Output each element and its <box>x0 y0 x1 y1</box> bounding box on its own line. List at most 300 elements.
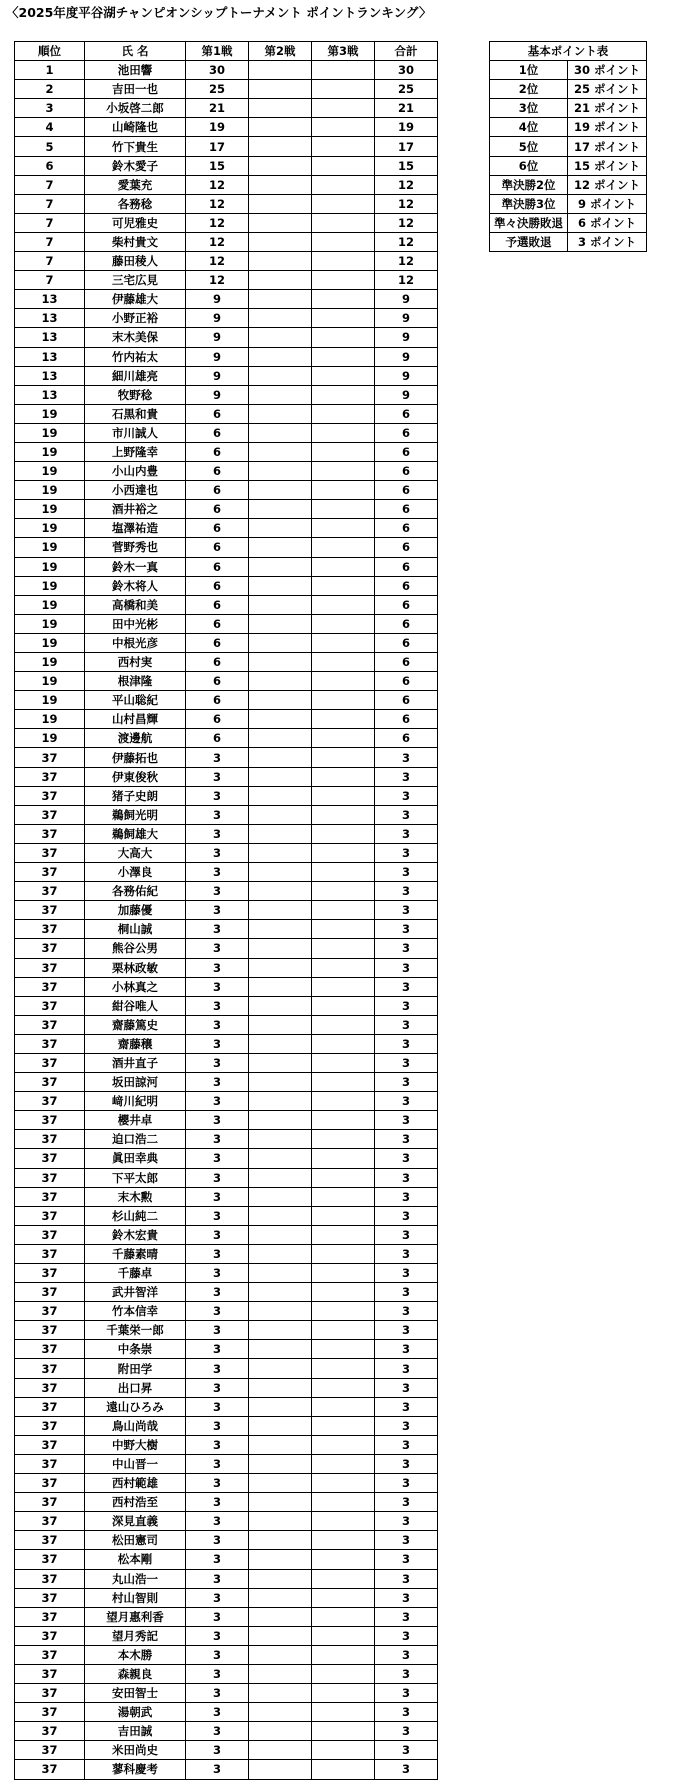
round-2-cell <box>249 977 312 996</box>
table-row <box>15 1626 438 1645</box>
name-cell: 小野正裕 <box>85 309 186 328</box>
total-cell: 3 <box>375 1073 438 1092</box>
rank-cell: 13 <box>15 290 85 309</box>
total-cell: 3 <box>375 1474 438 1493</box>
table-row <box>15 1283 438 1302</box>
total-cell: 6 <box>375 614 438 633</box>
round-1-cell: 3 <box>186 1416 249 1435</box>
total-cell: 6 <box>375 423 438 442</box>
round-2-cell <box>249 863 312 882</box>
round-3-cell <box>312 175 375 194</box>
rank-cell: 13 <box>15 328 85 347</box>
round-3-cell <box>312 939 375 958</box>
round-3-cell <box>312 1493 375 1512</box>
round-1-cell: 3 <box>186 1588 249 1607</box>
rank-cell: 37 <box>15 920 85 939</box>
rank-cell: 37 <box>15 939 85 958</box>
points-cell: 12 ポイント <box>568 175 647 194</box>
round-1-cell: 3 <box>186 920 249 939</box>
round-2-cell <box>249 748 312 767</box>
header-round-1: 第1戦 <box>186 42 249 61</box>
table-row <box>15 614 438 633</box>
round-3-cell <box>312 423 375 442</box>
total-cell: 3 <box>375 1225 438 1244</box>
round-3-cell <box>312 557 375 576</box>
name-cell: 各務稔 <box>85 194 186 213</box>
header-rank: 順位 <box>15 42 85 61</box>
rank-cell: 19 <box>15 423 85 442</box>
table-row <box>15 691 438 710</box>
round-2-cell <box>249 61 312 80</box>
round-1-cell: 6 <box>186 481 249 500</box>
round-1-cell: 12 <box>186 232 249 251</box>
name-cell: 安田智士 <box>85 1684 186 1703</box>
name-cell: 三宅広見 <box>85 271 186 290</box>
round-3-cell <box>312 99 375 118</box>
total-cell: 3 <box>375 1283 438 1302</box>
table-row <box>15 1015 438 1034</box>
round-1-cell: 9 <box>186 290 249 309</box>
name-cell: 各務佑紀 <box>85 882 186 901</box>
table-row <box>15 194 438 213</box>
round-1-cell: 6 <box>186 423 249 442</box>
table-row <box>15 939 438 958</box>
round-3-cell <box>312 366 375 385</box>
rank-cell: 13 <box>15 309 85 328</box>
rank-cell: 37 <box>15 977 85 996</box>
name-cell: 出口昇 <box>85 1378 186 1397</box>
round-2-cell <box>249 328 312 347</box>
rank-cell: 37 <box>15 1149 85 1168</box>
name-cell: 酒井直子 <box>85 1053 186 1072</box>
round-3-cell <box>312 1206 375 1225</box>
round-2-cell <box>249 1664 312 1683</box>
points-table-header: 基本ポイント表 <box>490 42 647 61</box>
ranking-body <box>15 61 438 1779</box>
name-cell: 千葉栄一郎 <box>85 1321 186 1340</box>
table-row <box>15 576 438 595</box>
round-2-cell <box>249 118 312 137</box>
round-1-cell: 25 <box>186 80 249 99</box>
round-2-cell <box>249 882 312 901</box>
round-3-cell <box>312 271 375 290</box>
round-2-cell <box>249 1722 312 1741</box>
round-3-cell <box>312 1034 375 1053</box>
round-3-cell <box>312 1130 375 1149</box>
name-cell: 竹下貴生 <box>85 137 186 156</box>
table-row <box>15 653 438 672</box>
rank-cell: 37 <box>15 1168 85 1187</box>
name-cell: 牧野稔 <box>85 385 186 404</box>
rank-cell: 37 <box>15 1474 85 1493</box>
round-1-cell: 3 <box>186 786 249 805</box>
round-2-cell <box>249 1206 312 1225</box>
round-1-cell: 19 <box>186 118 249 137</box>
table-row <box>15 1092 438 1111</box>
round-1-cell: 3 <box>186 1626 249 1645</box>
total-cell: 3 <box>375 1588 438 1607</box>
total-cell: 6 <box>375 633 438 652</box>
name-cell: 鳥山尚哉 <box>85 1416 186 1435</box>
name-cell: 丸山浩一 <box>85 1569 186 1588</box>
total-cell: 12 <box>375 252 438 271</box>
table-row <box>15 1703 438 1722</box>
table-row <box>15 672 438 691</box>
round-3-cell <box>312 1474 375 1493</box>
placement-cell: 準決勝2位 <box>490 175 568 194</box>
rank-cell: 37 <box>15 1435 85 1454</box>
points-cell: 15 ポイント <box>568 156 647 175</box>
name-cell: 石黒和貴 <box>85 404 186 423</box>
total-cell: 3 <box>375 1645 438 1664</box>
round-1-cell: 3 <box>186 1645 249 1664</box>
name-cell: 西村実 <box>85 653 186 672</box>
rank-cell: 37 <box>15 1359 85 1378</box>
points-row <box>490 156 647 175</box>
rank-cell: 37 <box>15 1703 85 1722</box>
round-2-cell <box>249 404 312 423</box>
round-1-cell: 3 <box>186 977 249 996</box>
rank-cell: 19 <box>15 729 85 748</box>
total-cell: 19 <box>375 118 438 137</box>
total-cell: 3 <box>375 1493 438 1512</box>
total-cell: 21 <box>375 99 438 118</box>
round-2-cell <box>249 1454 312 1473</box>
name-cell: 市川誠人 <box>85 423 186 442</box>
name-cell: 千藤卓 <box>85 1264 186 1283</box>
table-row <box>15 404 438 423</box>
total-cell: 3 <box>375 1244 438 1263</box>
round-2-cell <box>249 519 312 538</box>
name-cell: 紺谷唯人 <box>85 996 186 1015</box>
round-3-cell <box>312 710 375 729</box>
total-cell: 3 <box>375 1454 438 1473</box>
round-2-cell <box>249 290 312 309</box>
round-1-cell: 6 <box>186 576 249 595</box>
name-cell: 鈴木愛子 <box>85 156 186 175</box>
name-cell: 末木美保 <box>85 328 186 347</box>
round-2-cell <box>249 901 312 920</box>
rank-cell: 37 <box>15 824 85 843</box>
table-row <box>15 328 438 347</box>
round-2-cell <box>249 1760 312 1779</box>
round-1-cell: 6 <box>186 595 249 614</box>
points-row <box>490 232 647 251</box>
rank-cell: 37 <box>15 1130 85 1149</box>
round-1-cell: 3 <box>186 901 249 920</box>
round-3-cell <box>312 767 375 786</box>
rank-cell: 19 <box>15 614 85 633</box>
total-cell: 3 <box>375 1206 438 1225</box>
points-header-row <box>490 42 647 61</box>
points-row <box>490 213 647 232</box>
name-cell: 熊谷公男 <box>85 939 186 958</box>
rank-cell: 19 <box>15 653 85 672</box>
total-cell: 3 <box>375 805 438 824</box>
name-cell: 可児雅史 <box>85 213 186 232</box>
total-cell: 3 <box>375 1722 438 1741</box>
total-cell: 3 <box>375 1703 438 1722</box>
rank-cell: 37 <box>15 901 85 920</box>
name-cell: 蓼科慶考 <box>85 1760 186 1779</box>
name-cell: 大高大 <box>85 843 186 862</box>
round-1-cell: 21 <box>186 99 249 118</box>
round-1-cell: 12 <box>186 175 249 194</box>
rank-cell: 37 <box>15 1302 85 1321</box>
round-3-cell <box>312 519 375 538</box>
table-row <box>15 1168 438 1187</box>
table-row <box>15 1588 438 1607</box>
total-cell: 6 <box>375 538 438 557</box>
round-1-cell: 3 <box>186 1111 249 1130</box>
name-cell: 櫻井卓 <box>85 1111 186 1130</box>
round-3-cell <box>312 1359 375 1378</box>
round-3-cell <box>312 882 375 901</box>
round-1-cell: 3 <box>186 1378 249 1397</box>
rank-cell: 37 <box>15 1722 85 1741</box>
rank-cell: 19 <box>15 633 85 652</box>
total-cell: 3 <box>375 1378 438 1397</box>
round-2-cell <box>249 1645 312 1664</box>
total-cell: 6 <box>375 672 438 691</box>
round-3-cell <box>312 462 375 481</box>
round-1-cell: 3 <box>186 1073 249 1092</box>
round-1-cell: 3 <box>186 882 249 901</box>
round-1-cell: 3 <box>186 1015 249 1034</box>
round-1-cell: 3 <box>186 1034 249 1053</box>
round-1-cell: 12 <box>186 252 249 271</box>
round-2-cell <box>249 691 312 710</box>
round-2-cell <box>249 672 312 691</box>
round-2-cell <box>249 805 312 824</box>
rank-cell: 37 <box>15 1397 85 1416</box>
round-1-cell: 3 <box>186 939 249 958</box>
round-3-cell <box>312 748 375 767</box>
round-1-cell: 3 <box>186 1760 249 1779</box>
rank-cell: 37 <box>15 1264 85 1283</box>
round-3-cell <box>312 500 375 519</box>
rank-cell: 37 <box>15 1378 85 1397</box>
table-row <box>15 1435 438 1454</box>
total-cell: 6 <box>375 481 438 500</box>
round-2-cell <box>249 1130 312 1149</box>
table-row <box>15 61 438 80</box>
rank-cell: 19 <box>15 672 85 691</box>
round-1-cell: 3 <box>186 1703 249 1722</box>
round-3-cell <box>312 672 375 691</box>
round-3-cell <box>312 1111 375 1130</box>
round-1-cell: 3 <box>186 1321 249 1340</box>
round-3-cell <box>312 1397 375 1416</box>
rank-cell: 1 <box>15 61 85 80</box>
rank-cell: 37 <box>15 1569 85 1588</box>
header-round-3: 第3戦 <box>312 42 375 61</box>
rank-cell: 37 <box>15 1283 85 1302</box>
rank-cell: 37 <box>15 1206 85 1225</box>
points-cell: 25 ポイント <box>568 80 647 99</box>
total-cell: 6 <box>375 557 438 576</box>
total-cell: 3 <box>375 843 438 862</box>
table-row <box>15 442 438 461</box>
total-cell: 3 <box>375 1053 438 1072</box>
points-cell: 3 ポイント <box>568 232 647 251</box>
name-cell: 渡邊航 <box>85 729 186 748</box>
name-cell: 吉田誠 <box>85 1722 186 1741</box>
round-1-cell: 9 <box>186 385 249 404</box>
table-row <box>15 1225 438 1244</box>
total-cell: 3 <box>375 1359 438 1378</box>
name-cell: 千藤素晴 <box>85 1244 186 1263</box>
name-cell: 小山内豊 <box>85 462 186 481</box>
rank-cell: 37 <box>15 1053 85 1072</box>
total-cell: 6 <box>375 500 438 519</box>
round-1-cell: 12 <box>186 194 249 213</box>
round-2-cell <box>249 1684 312 1703</box>
rank-cell: 37 <box>15 1244 85 1263</box>
round-1-cell: 3 <box>186 805 249 824</box>
total-cell: 3 <box>375 1397 438 1416</box>
round-2-cell <box>249 786 312 805</box>
round-3-cell <box>312 1588 375 1607</box>
table-row <box>15 920 438 939</box>
name-cell: 猪子史朗 <box>85 786 186 805</box>
name-cell: 迫口浩二 <box>85 1130 186 1149</box>
round-3-cell <box>312 1722 375 1741</box>
round-1-cell: 3 <box>186 1569 249 1588</box>
round-3-cell <box>312 328 375 347</box>
total-cell: 9 <box>375 366 438 385</box>
rank-cell: 37 <box>15 882 85 901</box>
round-2-cell <box>249 1015 312 1034</box>
rank-cell: 37 <box>15 767 85 786</box>
round-1-cell: 3 <box>186 1187 249 1206</box>
round-1-cell: 3 <box>186 1664 249 1683</box>
total-cell: 3 <box>375 882 438 901</box>
table-row <box>15 1741 438 1760</box>
points-cell: 21 ポイント <box>568 99 647 118</box>
round-3-cell <box>312 1092 375 1111</box>
total-cell: 3 <box>375 1034 438 1053</box>
round-1-cell: 6 <box>186 633 249 652</box>
rank-cell: 13 <box>15 347 85 366</box>
table-row <box>15 1244 438 1263</box>
points-cell: 9 ポイント <box>568 194 647 213</box>
round-2-cell <box>249 423 312 442</box>
rank-cell: 37 <box>15 1340 85 1359</box>
round-2-cell <box>249 1111 312 1130</box>
table-row <box>15 252 438 271</box>
total-cell: 25 <box>375 80 438 99</box>
round-3-cell <box>312 920 375 939</box>
total-cell: 6 <box>375 404 438 423</box>
total-cell: 3 <box>375 920 438 939</box>
points-row <box>490 137 647 156</box>
round-3-cell <box>312 1187 375 1206</box>
table-row <box>15 1340 438 1359</box>
rank-cell: 7 <box>15 252 85 271</box>
round-2-cell <box>249 1149 312 1168</box>
round-1-cell: 3 <box>186 1474 249 1493</box>
total-cell: 12 <box>375 232 438 251</box>
table-row <box>15 366 438 385</box>
round-2-cell <box>249 232 312 251</box>
round-2-cell <box>249 1340 312 1359</box>
total-cell: 3 <box>375 1626 438 1645</box>
round-1-cell: 6 <box>186 519 249 538</box>
rank-cell: 5 <box>15 137 85 156</box>
total-cell: 3 <box>375 958 438 977</box>
table-row <box>15 1130 438 1149</box>
name-cell: 湯朝武 <box>85 1703 186 1722</box>
placement-cell: 1位 <box>490 61 568 80</box>
name-cell: 池田響 <box>85 61 186 80</box>
rank-cell: 37 <box>15 1607 85 1626</box>
round-3-cell <box>312 1607 375 1626</box>
round-1-cell: 9 <box>186 309 249 328</box>
round-2-cell <box>249 1359 312 1378</box>
name-cell: 吉田一也 <box>85 80 186 99</box>
round-3-cell <box>312 1340 375 1359</box>
round-3-cell <box>312 901 375 920</box>
name-cell: 愛葉充 <box>85 175 186 194</box>
name-cell: 竹本信幸 <box>85 1302 186 1321</box>
name-cell: 米田尚史 <box>85 1741 186 1760</box>
round-1-cell: 6 <box>186 538 249 557</box>
round-2-cell <box>249 481 312 500</box>
rank-cell: 7 <box>15 271 85 290</box>
round-3-cell <box>312 137 375 156</box>
round-2-cell <box>249 996 312 1015</box>
rank-cell: 37 <box>15 1645 85 1664</box>
name-cell: 鈴木将人 <box>85 576 186 595</box>
rank-cell: 37 <box>15 786 85 805</box>
round-2-cell <box>249 271 312 290</box>
round-1-cell: 6 <box>186 729 249 748</box>
round-2-cell <box>249 576 312 595</box>
total-cell: 3 <box>375 1302 438 1321</box>
round-1-cell: 3 <box>186 1684 249 1703</box>
rank-cell: 13 <box>15 366 85 385</box>
total-cell: 12 <box>375 271 438 290</box>
points-table <box>489 41 647 252</box>
table-row <box>15 1531 438 1550</box>
round-1-cell: 12 <box>186 213 249 232</box>
round-3-cell <box>312 691 375 710</box>
round-1-cell: 3 <box>186 1206 249 1225</box>
round-2-cell <box>249 1302 312 1321</box>
total-cell: 17 <box>375 137 438 156</box>
name-cell: 坂田諒河 <box>85 1073 186 1092</box>
round-2-cell <box>249 1493 312 1512</box>
rank-cell: 3 <box>15 99 85 118</box>
round-2-cell <box>249 213 312 232</box>
rank-cell: 37 <box>15 863 85 882</box>
round-2-cell <box>249 1607 312 1626</box>
name-cell: 小澤良 <box>85 863 186 882</box>
round-3-cell <box>312 1684 375 1703</box>
name-cell: 松田憲司 <box>85 1531 186 1550</box>
total-cell: 12 <box>375 175 438 194</box>
total-cell: 9 <box>375 309 438 328</box>
round-1-cell: 3 <box>186 1302 249 1321</box>
name-cell: 小坂啓二郎 <box>85 99 186 118</box>
round-2-cell <box>249 1550 312 1569</box>
round-3-cell <box>312 786 375 805</box>
round-2-cell <box>249 710 312 729</box>
round-3-cell <box>312 213 375 232</box>
round-1-cell: 3 <box>186 1607 249 1626</box>
name-cell: 山村昌輝 <box>85 710 186 729</box>
